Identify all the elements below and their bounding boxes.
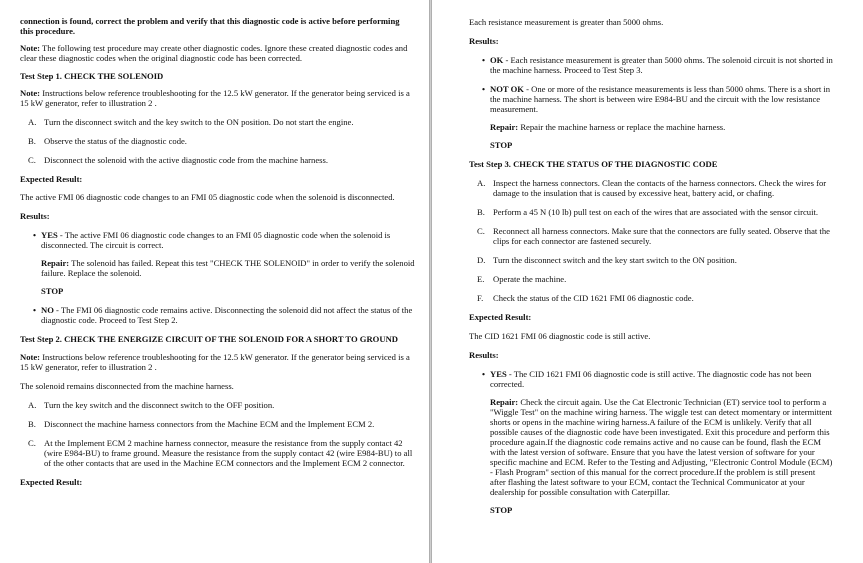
note-label: Note: <box>20 352 41 362</box>
step3-list <box>469 178 833 303</box>
repair-text: Check the circuit again. Use the Cat Electronic Technician (ET) service tool to perform a "Wiggle Test" on the machine wiring harness. The wiggle test can detect momentary or intermittent shorts or opens in the machine wiring harness.A failure of the ECM is unlikely. Verify that all possible causes of the diagnostic code have been investigated. Exit this procedure and perform this procedure again.If the diagnostic code remains active and no cause can be found, flash the ECM with the latest version of software. Ensure that you have the latest version of software for your specific machine and ECM. Refer to the Testing and Adjusting, "Electronic Control Module (ECM) - Flash Program" section of this manual for the correct procedure.If the problem is still present after flashing the latest software to your ECM, contact the Technical Communicator at your dealership for possible consultation with Caterpillar. <box>490 397 833 497</box>
note-text: The following test procedure may create other diagnostic codes. Ignore these created diagnostic codes and clear these diagnostic codes when the original diagnostic code has been corrected. <box>20 43 408 63</box>
results-label: Results: <box>469 350 499 360</box>
item-letter: E. <box>477 274 485 284</box>
item-text: Turn the disconnect switch and the key switch to the ON position. Do not start the engine. <box>44 117 354 127</box>
intro-text: connection is found, correct the problem and verify that this diagnostic code is active before performing this procedure. <box>20 16 400 36</box>
item-letter: C. <box>477 226 485 236</box>
item-text: Disconnect the machine harness connectors from the Machine ECM and the Implement ECM 2. <box>44 419 375 429</box>
not-ok-label: NOT OK <box>490 84 524 94</box>
item-letter: A. <box>477 178 486 188</box>
bullet-icon: • <box>33 230 37 240</box>
not-ok-text: - One or more of the resistance measurements is less than 5000 ohms. There is a short in the machine harness. The short is between wire E984-BU and the circuit with the low resistance measurement. <box>490 84 831 114</box>
stop-label: STOP <box>41 286 64 296</box>
resistance-intro: Each resistance measurement is greater than 5000 ohms. <box>469 17 664 27</box>
expected-result-text: The active FMI 06 diagnostic code changes to an FMI 05 diagnostic code when the solenoid is disconnected. <box>20 192 395 202</box>
ok-label: OK <box>490 55 504 65</box>
repair-paragraph <box>490 122 833 132</box>
bullet-icon: • <box>482 369 486 379</box>
results-list <box>469 369 833 515</box>
item-text: Operate the machine. <box>493 274 567 284</box>
item-text: Observe the status of the diagnostic code. <box>44 136 187 146</box>
expected-result-label: Expected Result: <box>20 477 83 487</box>
step3-heading: Test Step 3. CHECK THE STATUS OF THE DIAGNOSTIC CODE <box>469 159 718 169</box>
yes-label: YES <box>41 230 58 240</box>
step2-heading: Test Step 2. CHECK THE ENERGIZE CIRCUIT OF THE SOLENOID FOR A SHORT TO GROUND <box>20 334 398 344</box>
note-paragraph <box>20 43 415 63</box>
repair-label: Repair: <box>490 122 519 132</box>
no-text: - The FMI 06 diagnostic code remains active. Disconnecting the solenoid did not affect the status of the diagnostic code. Proceed to Test Step 2. <box>41 305 413 325</box>
item-letter: B. <box>477 207 485 217</box>
item-letter: C. <box>28 155 36 165</box>
step1-heading: Test Step 1. CHECK THE SOLENOID <box>20 71 164 81</box>
no-label: NO <box>41 305 54 315</box>
step1-list <box>20 117 415 165</box>
expected-result-text: The CID 1621 FMI 06 diagnostic code is still active. <box>469 331 651 341</box>
yes-text: - The active FMI 06 diagnostic code changes to an FMI 05 diagnostic code when the solenoid is disconnected. The circuit is correct. <box>41 230 391 250</box>
result-ok <box>469 55 833 75</box>
stop-label: STOP <box>490 505 513 515</box>
results-list <box>20 230 415 325</box>
repair-text: Repair the machine harness or replace the machine harness. <box>518 122 726 132</box>
list-item <box>477 255 833 265</box>
list-item <box>28 155 415 165</box>
ok-text: - Each resistance measurement is greater than 5000 ohms. The solenoid circuit is not shorted in the machine harness. Proceed to Test Step 3. <box>490 55 833 75</box>
results-label: Results: <box>20 211 50 221</box>
item-letter: C. <box>28 438 36 448</box>
item-letter: A. <box>28 117 37 127</box>
list-item <box>477 274 833 284</box>
stop-label: STOP <box>490 140 513 150</box>
list-item <box>28 136 415 146</box>
bullet-icon: • <box>482 84 486 94</box>
note-text: Instructions below reference troubleshooting for the 12.5 kW generator. If the generator being serviced is a 15 kW generator, refer to illustration 2 . <box>20 352 410 372</box>
item-text: Check the status of the CID 1621 FMI 06 diagnostic code. <box>493 293 694 303</box>
item-text: Inspect the harness connectors. Clean the contacts of the harness connectors. Check the wires for damage to the insulation that is caused by excessive heat, battery acid, or chafing. <box>493 178 827 198</box>
results-list <box>469 55 833 150</box>
expected-result-label: Expected Result: <box>20 174 83 184</box>
bullet-icon: • <box>482 55 486 65</box>
list-item <box>477 293 833 303</box>
repair-label: Repair: <box>490 397 519 407</box>
list-item <box>28 117 415 127</box>
item-text: Reconnect all harness connectors. Make sure that the connectors are fully seated. Observe that the clips for each connector are fastened securely. <box>493 226 830 246</box>
item-letter: F. <box>477 293 484 303</box>
result-yes <box>20 230 415 296</box>
step2-note <box>20 352 415 372</box>
list-item <box>477 207 833 217</box>
repair-text: The solenoid has failed. Repeat this test "CHECK THE SOLENOID" in order to verify the solenoid failure. Replace the solenoid. <box>41 258 415 278</box>
step2-intro: The solenoid remains disconnected from the machine harness. <box>20 381 234 391</box>
bullet-icon: • <box>33 305 37 315</box>
result-yes <box>469 369 833 515</box>
yes-text: - The CID 1621 FMI 06 diagnostic code is still active. The diagnostic code has not been corrected. <box>490 369 812 389</box>
item-letter: B. <box>28 419 36 429</box>
repair-paragraph <box>41 258 415 278</box>
left-page <box>0 0 429 563</box>
item-letter: A. <box>28 400 37 410</box>
list-item <box>28 438 415 468</box>
item-letter: D. <box>477 255 486 265</box>
repair-paragraph <box>490 397 833 497</box>
note-text: Instructions below reference troubleshooting for the 12.5 kW generator. If the generator being serviced is a 15 kW generator, refer to illustration 2 . <box>20 88 410 108</box>
item-text: Disconnect the solenoid with the active diagnostic code from the machine harness. <box>44 155 328 165</box>
yes-label: YES <box>490 369 507 379</box>
item-text: Turn the key switch and the disconnect switch to the OFF position. <box>44 400 275 410</box>
item-letter: B. <box>28 136 36 146</box>
result-no <box>20 305 415 325</box>
repair-label: Repair: <box>41 258 70 268</box>
item-text: Turn the disconnect switch and the key start switch to the ON position. <box>493 255 737 265</box>
list-item <box>28 400 415 410</box>
expected-result-label: Expected Result: <box>469 312 532 322</box>
right-page <box>432 0 863 563</box>
result-not-ok <box>469 84 833 150</box>
note-label: Note: <box>20 88 41 98</box>
results-label: Results: <box>469 36 499 46</box>
step1-note <box>20 88 415 108</box>
list-item <box>28 419 415 429</box>
list-item <box>477 178 833 198</box>
step2-list <box>20 400 415 468</box>
list-item <box>477 226 833 246</box>
item-text: At the Implement ECM 2 machine harness connector, measure the resistance from the supply contact 42 (wire E984-BU) to frame ground. Measure the resistance from the supply contact 42 (wire E984-BU) to all of the other contacts that are used in the Machine ECM connectors and the Implement ECM 2 connector. <box>44 438 413 468</box>
item-text: Perform a 45 N (10 lb) pull test on each of the wires that are associated with the sensor circuit. <box>493 207 819 217</box>
note-label: Note: <box>20 43 41 53</box>
